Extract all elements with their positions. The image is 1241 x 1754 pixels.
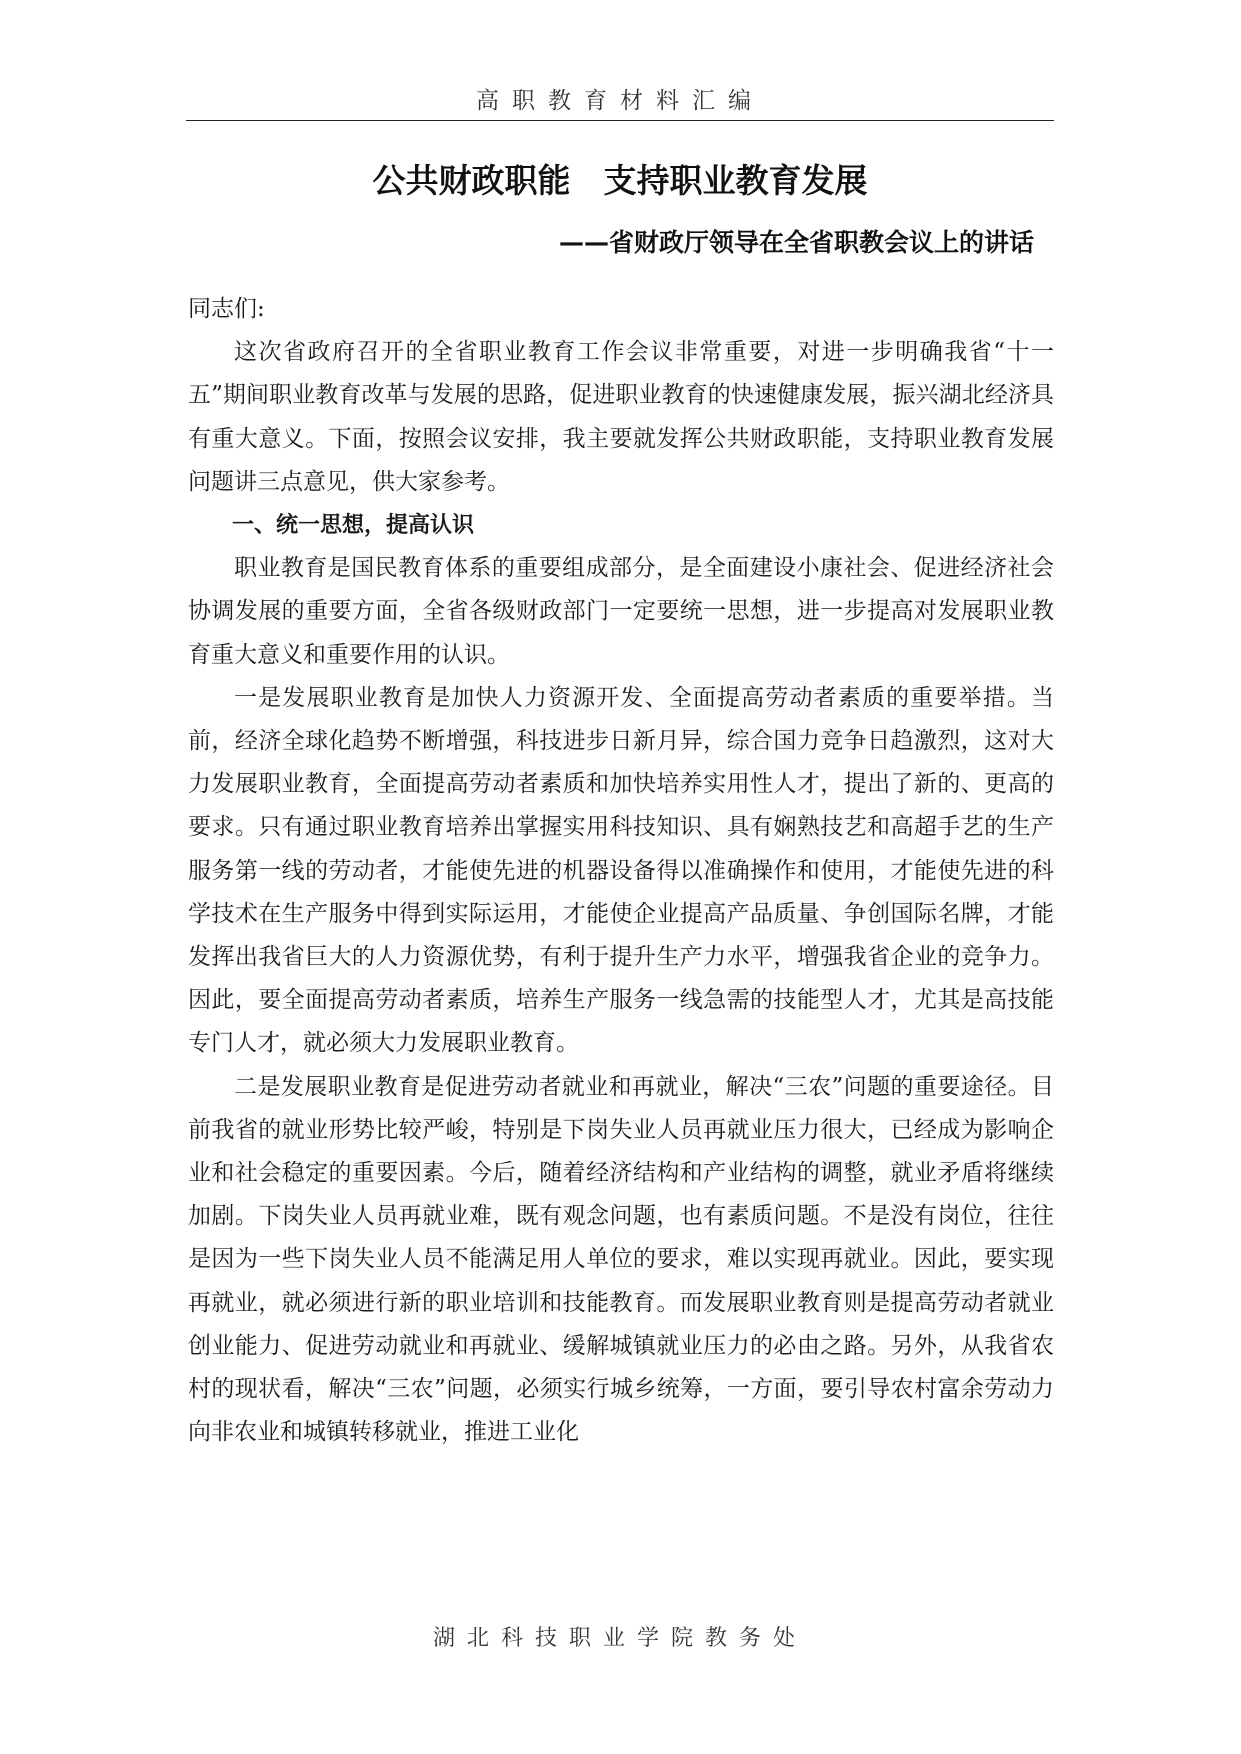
- running-header: 高职教育材料汇编: [476, 88, 764, 114]
- document-body: [188, 288, 1054, 1454]
- document-title: 公共财政职能 支持职业教育发展: [372, 161, 868, 200]
- paragraph-intro: 这次省政府召开的全省职业教育工作会议非常重要，对进一步明确我省“十一五”期间职业教育改革与发展的思路，促进职业教育的快速健康发展，振兴湖北经济具有重大意义。下面，按照会议安排，我主要就发挥公共财政职能，支持职业教育发展问题讲三点意见，供大家参考。: [188, 339, 1054, 495]
- section-heading: 一、统一思想，提高认识: [232, 513, 475, 539]
- paragraph: 二是发展职业教育是促进劳动者就业和再就业，解决“三农”问题的重要途径。目前我省的就业形势比较严峻，特别是下岗失业人员再就业压力很大，已经成为影响企业和社会稳定的重要因素。今后，随着经济结构和产业结构的调整，就业矛盾将继续加剧。下岗失业人员再就业难，既有观念问题，也有素质问题。不是没有岗位，往往是因为一些下岗失业人员不能满足用人单位的要求，难以实现再就业。因此，要实现再就业，就必须进行新的职业培训和技能教育。而发展职业教育则是提高劳动者就业创业能力、促进劳动就业和再就业、缓解城镇就业压力的必由之路。另外，从我省农村的现状看，解决“三农”问题，必须实行城乡统筹，一方面，要引导农村富余劳动力向非农业和城镇转移就业，推进工业化: [188, 1073, 1054, 1446]
- salutation: 同志们:: [188, 296, 265, 322]
- header-divider: [186, 120, 1054, 121]
- running-footer: 湖北科技职业学院教务处: [432, 1626, 807, 1651]
- document-subtitle: ——省财政厅领导在全省职教会议上的讲话: [558, 228, 1034, 257]
- paragraph: 一是发展职业教育是加快人力资源开发、全面提高劳动者素质的重要举措。当前，经济全球化趋势不断增强，科技进步日新月异，综合国力竞争日趋激烈，这对大力发展职业教育，全面提高劳动者素质和加快培养实用性人才，提出了新的、更高的要求。只有通过职业教育培养出掌握实用科技知识、具有娴熟技艺和高超手艺的生产服务第一线的劳动者，才能使先进的机器设备得以准确操作和使用，才能使先进的科学技术在生产服务中得到实际运用，才能使企业提高产品质量、争创国际名牌，才能发挥出我省巨大的人力资源优势，有利于提升生产力水平，增强我省企业的竞争力。因此，要全面提高劳动者素质，培养生产服务一线急需的技能型人才，尤其是高技能专门人才，就必须大力发展职业教育。: [188, 684, 1054, 1057]
- paragraph: 职业教育是国民教育体系的重要组成部分，是全面建设小康社会、促进经济社会协调发展的重要方面，全省各级财政部门一定要统一思想，进一步提高对发展职业教育重大意义和重要作用的认识。: [188, 555, 1054, 668]
